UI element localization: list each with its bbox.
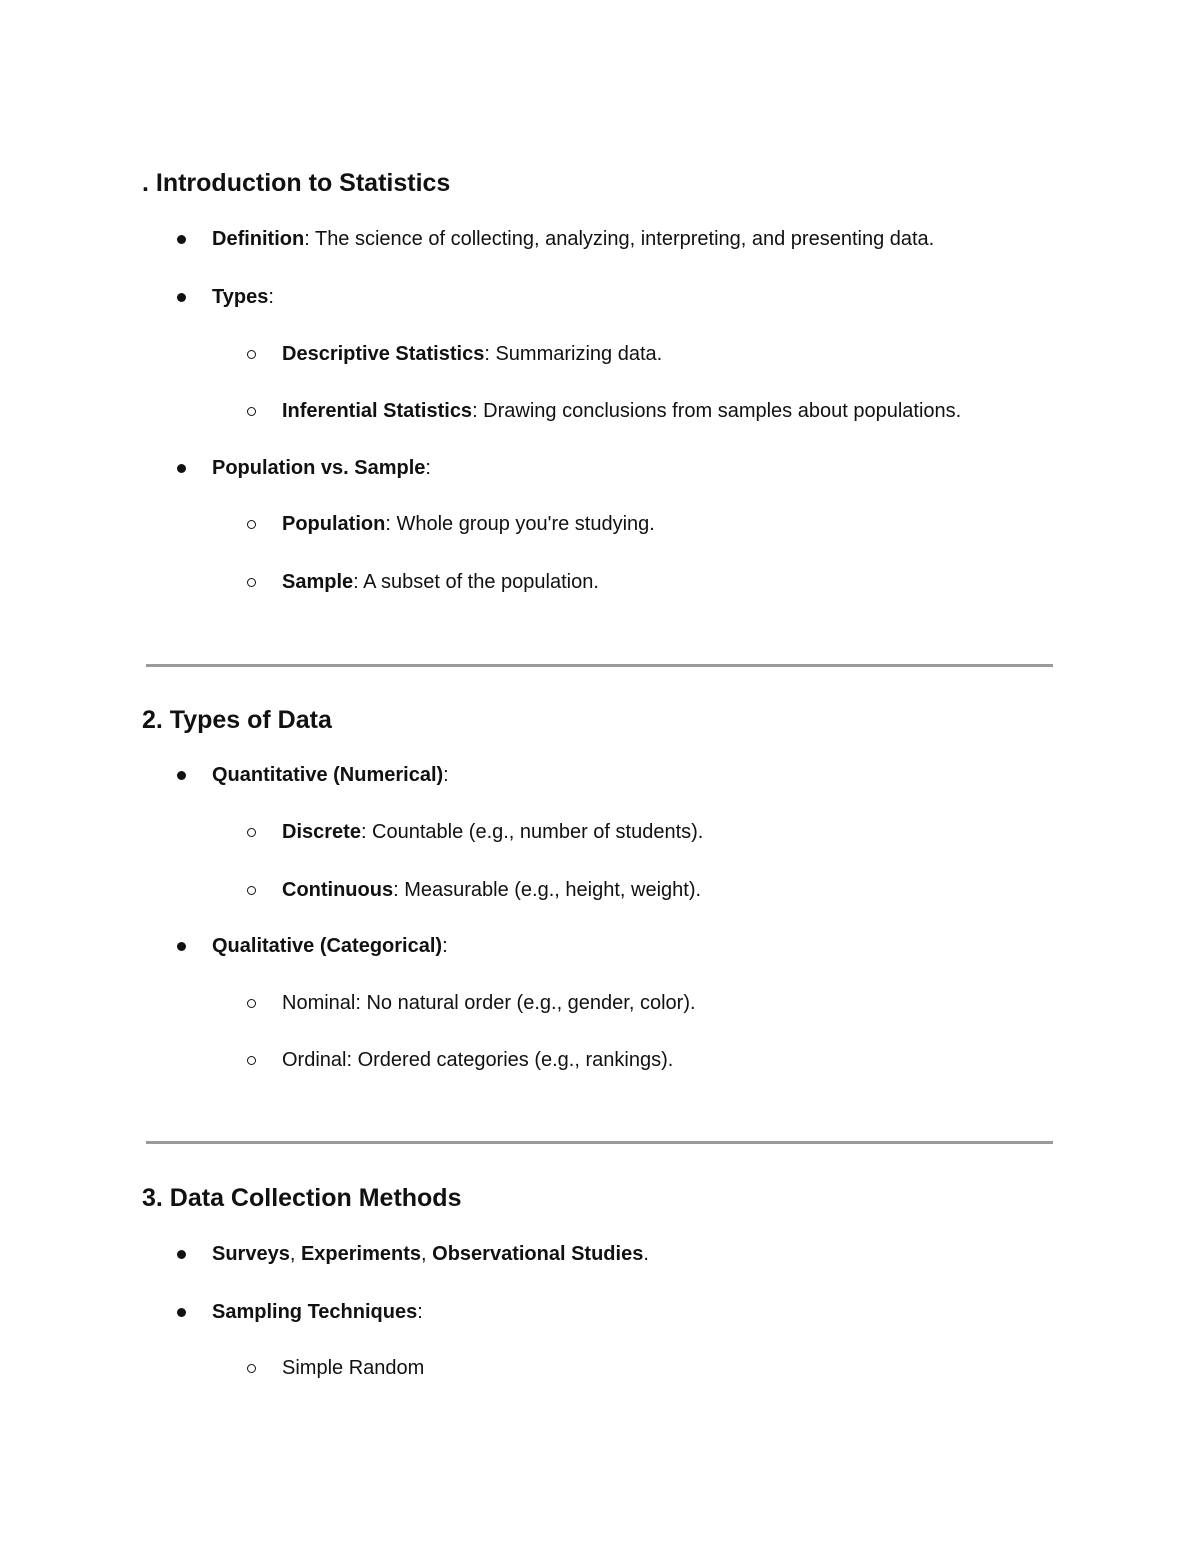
horizontal-rule <box>146 1141 1053 1144</box>
sublist-item-ordinal <box>282 1047 673 1073</box>
description: : Measurable (e.g., height, weight). <box>393 879 702 901</box>
section-2-heading: 2. Types of Data <box>142 706 332 734</box>
term: Descriptive Statistics <box>282 343 485 365</box>
description: : Drawing conclusions from samples about populations. <box>472 400 962 422</box>
circle-bullet-icon <box>247 520 256 529</box>
list-item-methods <box>212 1241 649 1267</box>
circle-bullet-icon <box>247 999 256 1008</box>
horizontal-rule <box>146 664 1053 667</box>
sublist-item-sample <box>282 569 599 595</box>
list-item-qualitative <box>212 933 448 959</box>
description: Nominal: No natural order (e.g., gender, color). <box>282 992 696 1014</box>
bullet-icon <box>177 1308 186 1317</box>
sublist-item-population <box>282 511 655 537</box>
description: : A subset of the population. <box>353 571 599 593</box>
term: Definition <box>212 228 305 250</box>
circle-bullet-icon <box>247 1056 256 1065</box>
circle-bullet-icon <box>247 350 256 359</box>
description: : The science of collecting, analyzing, interpreting, and presenting data. <box>304 228 935 250</box>
sublist-item-nominal <box>282 990 696 1016</box>
bullet-icon <box>177 464 186 473</box>
term: Inferential Statistics <box>282 400 473 422</box>
circle-bullet-icon <box>247 407 256 416</box>
description: : <box>442 935 448 957</box>
sublist-item-continuous <box>282 877 701 903</box>
term-experiments: Experiments <box>300 1243 422 1265</box>
list-item-population-vs-sample <box>212 455 431 481</box>
description: : <box>425 457 431 479</box>
sublist-item-descriptive <box>282 341 662 367</box>
circle-bullet-icon <box>247 886 256 895</box>
separator: , <box>421 1243 433 1265</box>
circle-bullet-icon <box>247 828 256 837</box>
term: Continuous <box>282 879 394 901</box>
term: Types <box>212 286 269 308</box>
section-3-heading: 3. Data Collection Methods <box>142 1184 462 1212</box>
bullet-icon <box>177 235 186 244</box>
sublist-item-inferential <box>282 398 961 424</box>
list-item-sampling <box>212 1299 423 1325</box>
sublist-item-discrete <box>282 819 703 845</box>
description: : <box>268 286 274 308</box>
term-surveys: Surveys <box>212 1243 290 1265</box>
bullet-icon <box>177 293 186 302</box>
bullet-icon <box>177 942 186 951</box>
section-1-heading: . Introduction to Statistics <box>142 169 451 197</box>
bullet-icon <box>177 771 186 780</box>
description: : <box>417 1301 423 1323</box>
term: Discrete <box>282 821 361 843</box>
circle-bullet-icon <box>247 1364 256 1373</box>
term: Quantitative (Numerical) <box>212 764 444 786</box>
term: Sample <box>282 571 354 593</box>
term: Population vs. Sample <box>212 457 426 479</box>
sublist-item-simple-random <box>282 1355 424 1381</box>
list-item-quantitative <box>212 762 449 788</box>
bullet-icon <box>177 1250 186 1259</box>
description: : Whole group you're studying. <box>385 513 655 535</box>
description: : <box>443 764 449 786</box>
separator: , <box>289 1243 301 1265</box>
term-observational: Observational Studies <box>432 1243 644 1265</box>
description: : Countable (e.g., number of students). <box>360 821 704 843</box>
list-item-definition <box>212 226 934 252</box>
description: : Summarizing data. <box>484 343 663 365</box>
circle-bullet-icon <box>247 578 256 587</box>
terminator: . <box>643 1243 649 1265</box>
description: Simple Random <box>282 1357 425 1379</box>
term: Qualitative (Categorical) <box>212 935 443 957</box>
description: Ordinal: Ordered categories (e.g., rankings). <box>282 1049 674 1071</box>
list-item-types <box>212 284 274 310</box>
term: Sampling Techniques <box>212 1301 418 1323</box>
term: Population <box>282 513 386 535</box>
